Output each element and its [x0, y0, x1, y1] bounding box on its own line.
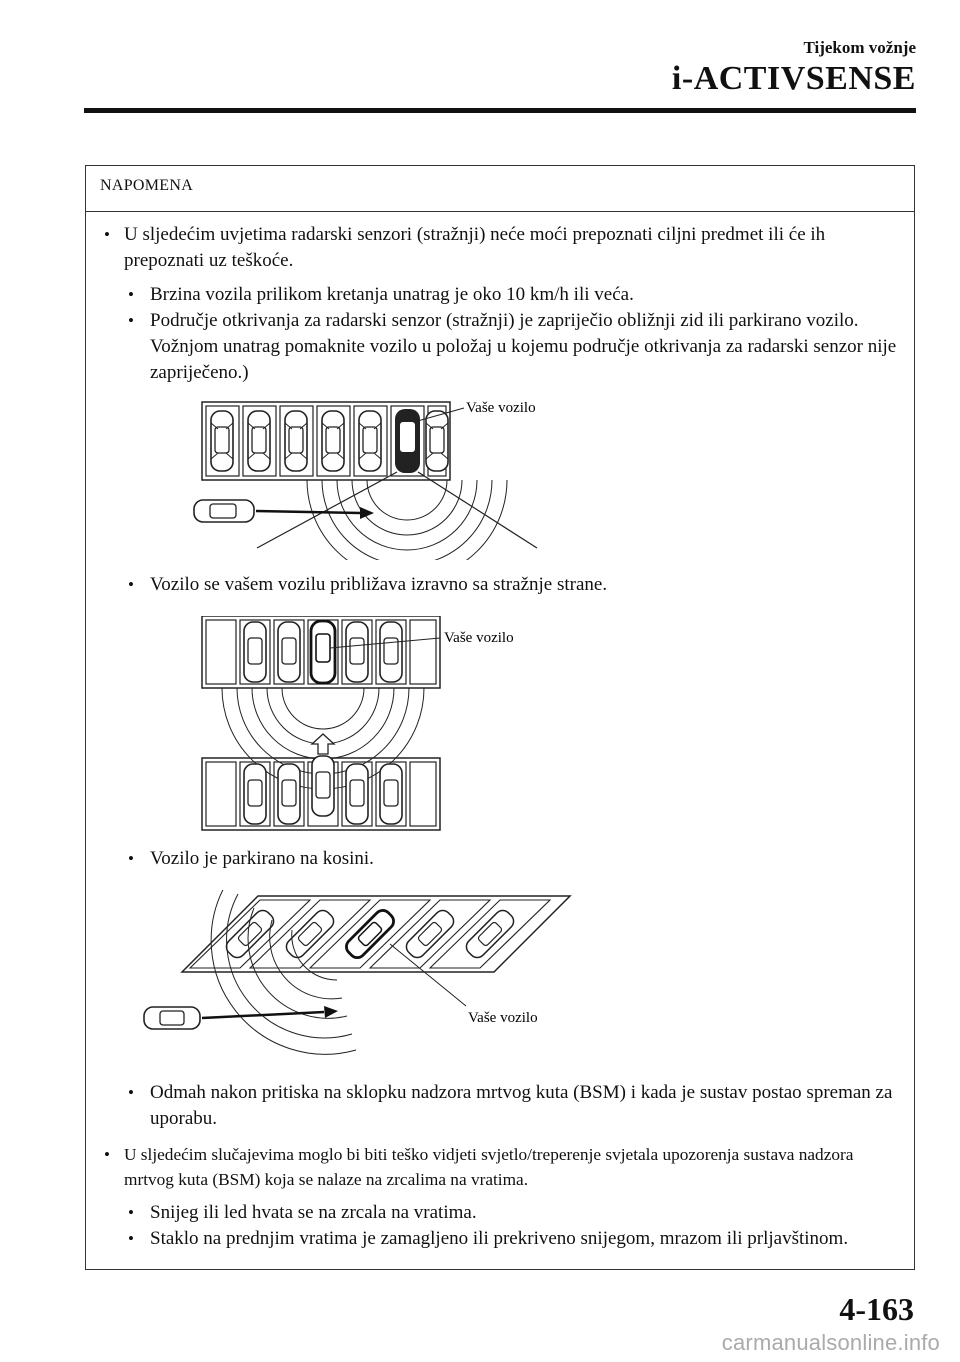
header-section: Tijekom vožnje: [803, 38, 916, 57]
page-number: 4-163: [839, 1291, 914, 1327]
sub-bullet-fogged-glass: • Staklo na prednjim vratima je zamagljeno ili prekriveno snijegom, mrazom ili prljavštinom.: [102, 1226, 900, 1252]
your-vehicle-icon: [343, 907, 397, 961]
figure-label-your-vehicle: Vaše vozilo: [466, 400, 536, 416]
bullet-radar-conditions: • U sljedećim uvjetima radarski senzori (stražnji) neće moći prepoznati ciljni predmet ili će ih prepoznati uz teškoće.: [102, 222, 900, 274]
watermark: carmanualsonline.info: [721, 1330, 940, 1355]
sub-bullet-slope: • Vozilo je parkirano na kosini.: [102, 846, 900, 872]
note-box: [85, 165, 915, 1270]
sub-bullet-bsm-switch: • Odmah nakon pritiska na sklopku nadzora mrtvog kuta (BSM) i kada je sustav postao spreman za uporabu.: [102, 1080, 900, 1132]
sub-bullet-obstructed: • Područje otkrivanja za radarski senzor (stražnji) je zapriječio obližnji zid ili parkirano vozilo. Vožnjom unatrag pomaknite vozilo u položaj u kojemu područje otkrivanja za radarski senzor nije zapriječeno.): [102, 308, 900, 386]
figure-rear-approach: [192, 616, 900, 836]
figure-label-your-vehicle: Vaše vozilo: [444, 630, 514, 646]
figure-obstructed-detection: [192, 400, 900, 560]
note-body: [86, 212, 914, 1252]
radar-waves: [307, 480, 507, 560]
bullet-warning-lights: • U sljedećim slučajevima moglo bi biti teško vidjeti svjetlo/treperenje svjetala upozorenja sustava nadzora mrtvog kuta (BSM) koja se nalaze na zrcalima na vratima.: [102, 1142, 900, 1192]
sub-bullet-snow-ice: • Snijeg ili led hvata se na zrcala na vratima.: [102, 1200, 900, 1226]
header-rule: [84, 108, 916, 113]
note-heading: NAPOMENA: [86, 166, 914, 212]
figure-slope-parking: [142, 890, 900, 1060]
approach-arrow: [312, 734, 334, 754]
your-vehicle-icon: [395, 409, 420, 473]
sub-bullet-approach-rear: • Vozilo se vašem vozilu približava izravno sa stražnje strane.: [102, 572, 900, 598]
figure-label-your-vehicle: Vaše vozilo: [468, 1010, 538, 1026]
sub-bullet-speed: • Brzina vozila prilikom kretanja unatrag je oko 10 km/h ili veća.: [102, 282, 900, 308]
your-vehicle-icon: [311, 621, 335, 683]
header-title: i-ACTIVSENSE: [671, 60, 916, 97]
